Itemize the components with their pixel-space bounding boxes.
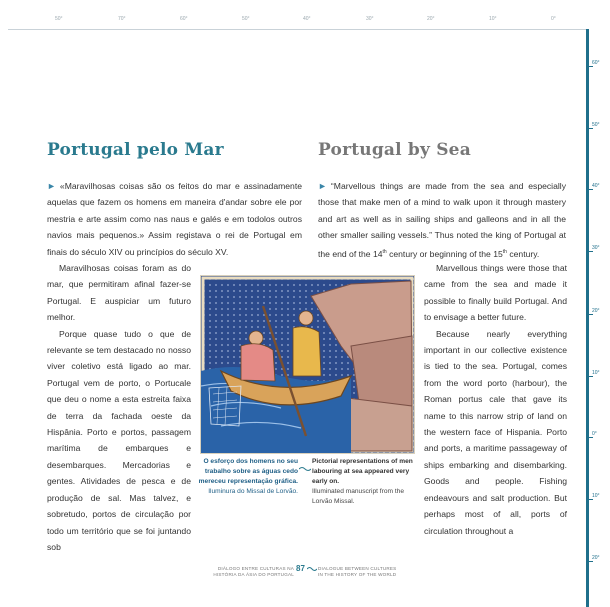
body-paragraph-en-1: Marvellous things were those that came from the sea and made it possible to finally build Portugal. And to envisage a better future. — [424, 263, 567, 323]
ruler-label: 50° — [242, 16, 250, 22]
lead-paragraph-en — [318, 178, 566, 262]
ruler-label: 10° — [489, 16, 497, 22]
ruler-label: 20° — [592, 555, 600, 561]
arrow-bullet-icon: ► — [47, 181, 56, 191]
lead-text-en-c: century. — [506, 248, 540, 259]
lead-text-pt: «Maravilhosas coisas são os feitos do mar e assinadamente aquelas que fazem os homens em maneira d'andar sobre ele por mestria e arte assim como nas naus e galés e em todolos outros navios mais pequenos.» Assim registava o rei de Portugal em finais do século XIV ou princípios do século XV. — [47, 181, 302, 257]
figure-caption-en — [312, 457, 422, 507]
ruler-label: 0° — [551, 16, 556, 22]
ruler-label: 0° — [592, 431, 597, 437]
ruler-label: 10° — [592, 370, 600, 376]
top-ruler-line — [8, 29, 588, 30]
lead-paragraph-pt — [47, 178, 302, 260]
caption-en-bold: Pictorial representations of men labouring at sea appeared very early on. — [312, 458, 413, 485]
ruler-label: 30° — [592, 245, 600, 251]
caption-pt-bold: O esforço dos homens no seu trabalho sobre as águas cedo mereceu representação gráfica. — [198, 458, 298, 485]
ruler-label: 20° — [592, 308, 600, 314]
footer-right-line-2: IN THE HISTORY OF THE WORLD — [318, 572, 397, 577]
body-paragraph-en-2: Because nearly everything important in our collective existence is tied to the sea. Portugal, comes from the word porto (harbour), the Roman portus cale that gave its name to this narrow strip of land on the western face of Hispania. Porto and ports, a maritime passageway of ships embarking and disembarking. Goods and people. Fishing endeavours and salt production. But perhaps most of all, ports of circulation throughout a — [424, 328, 567, 536]
body-column-pt — [47, 260, 191, 555]
ruler-label: 60° — [592, 60, 600, 66]
wave-logo-icon — [307, 566, 317, 572]
ruler-label: 20° — [427, 16, 435, 22]
page-title-pt: Portugal pelo Mar — [47, 140, 224, 160]
page-number: 87 — [296, 564, 305, 573]
footer-left-line-1: DIÁLOGO ENTRE CULTURAS NA — [217, 566, 294, 571]
ruler-label: 40° — [303, 16, 311, 22]
ruler-label: 10° — [592, 493, 600, 499]
illumination-image — [200, 275, 415, 454]
figure-caption-pt — [192, 457, 298, 497]
caption-pt-plain: Iluminura do Missal de Lorvão. — [208, 488, 298, 495]
body-column-en — [424, 260, 567, 539]
right-ruler — [588, 29, 610, 607]
footer-right — [318, 566, 408, 578]
page-title-en: Portugal by Sea — [318, 140, 471, 160]
ruler-label: 30° — [366, 16, 374, 22]
top-ruler — [0, 0, 610, 30]
footer-right-line-1: DIALOGUE BETWEEN CULTURES — [318, 566, 397, 571]
ruler-label: 50° — [592, 122, 600, 128]
ruler-label: 50° — [55, 16, 63, 22]
lead-text-en-b: century or beginning of the 15 — [386, 248, 503, 259]
body-paragraph-pt-2: Porque quase tudo o que de relevante se tem destacado no nosso viver coletivo está ligado ao mar. Portugal vem de porto, o Portucale que deu o nome a esta estreita faixa de terra da fachada oeste da Hispânia. Porto e portos, passagem marítima de embarques e desembarques. Mercadorias e gentes. Atividades de pesca e de produção de sal. Mas talvez, e sobretudo, portos de circulação por todo um território que se foi juntando sob — [47, 328, 191, 552]
superscript: th — [382, 248, 387, 255]
superscript: th — [502, 248, 507, 255]
body-paragraph-pt-1: Maravilhosas coisas foram as do mar, que permitiram afinal fazer-se Portugal. E auspiciar um futuro melhor. — [47, 263, 191, 323]
footer-left — [208, 566, 294, 578]
wave-divider-icon — [299, 466, 311, 472]
lead-text-en-a: “Marvellous things are made from the sea and especially those that make men of a mind to walk upon it through mastery and art as well as in sailing ships and galleons and in all the other smaller sailing vessels.” Thus noted the king of Portugal at the end of the 14 — [318, 181, 566, 259]
ruler-label: 40° — [592, 183, 600, 189]
arrow-bullet-icon: ► — [318, 181, 327, 191]
ruler-label: 70° — [118, 16, 126, 22]
footer-left-line-2: HISTÓRIA DA ÁSIA DO PORTUGAL — [213, 572, 294, 577]
manuscript-illustration — [201, 276, 414, 453]
ruler-label: 60° — [180, 16, 188, 22]
caption-en-plain: Illuminated manuscript from the Lorvão Missal. — [312, 488, 404, 505]
